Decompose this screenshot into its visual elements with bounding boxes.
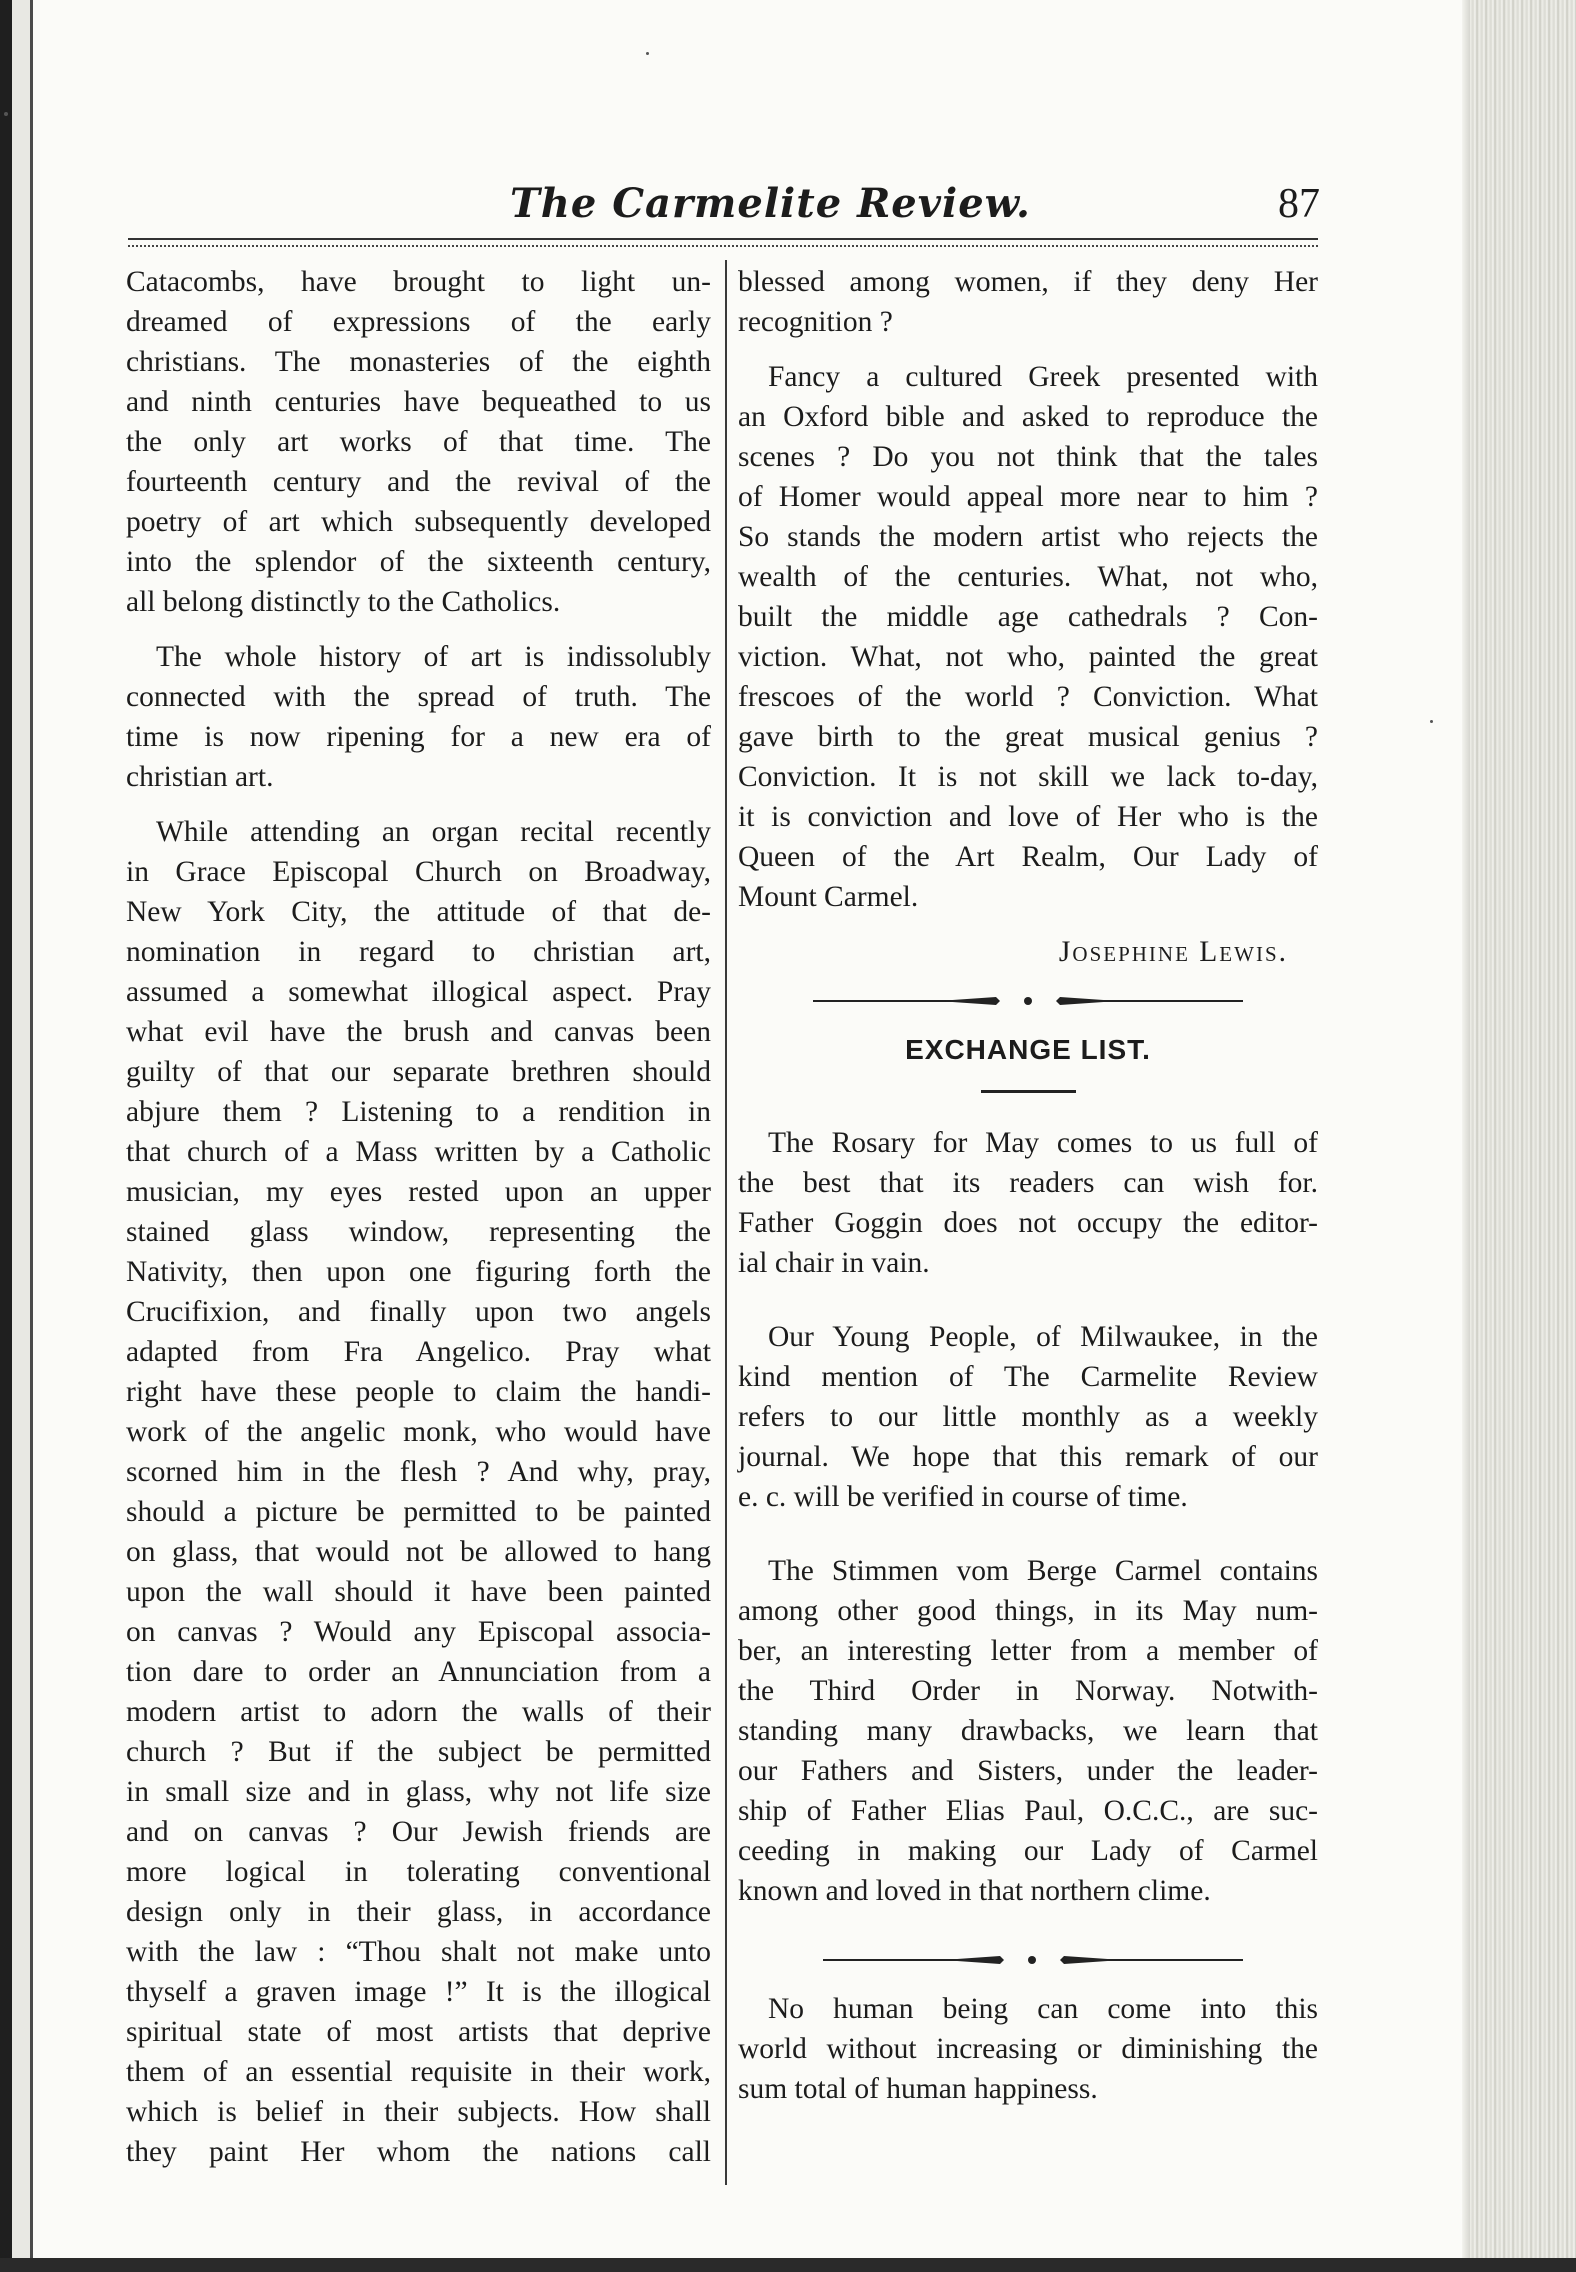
text-line: Fancy a cultured Greek presented with: [768, 361, 1318, 393]
text-line: all belong distinctly to the Catholics.: [126, 586, 561, 618]
text-line: sum total of human happiness.: [738, 2073, 1098, 2105]
text-line: assumed a somewhat illogical aspect. Pray: [126, 976, 711, 1008]
left-column: [126, 262, 711, 2187]
text-line: the Third Order in Norway. Notwith-: [738, 1675, 1318, 1707]
text-line: and ninth centuries have bequeathed to us: [126, 386, 711, 418]
exchange-item: [738, 1123, 1318, 1283]
paragraph: [738, 262, 1318, 342]
text-line: Crucifixion, and finally upon two angels: [126, 1296, 711, 1328]
paragraph: [126, 637, 711, 797]
paragraph: [126, 812, 711, 2172]
text-line: more logical in tolerating conventional: [126, 1856, 711, 1888]
text-line: on canvas ? Would any Episcopal associa-: [126, 1616, 711, 1648]
text-line: in Grace Episcopal Church on Broadway,: [126, 856, 711, 888]
text-line: ship of Father Elias Paul, O.C.C., are suc-: [738, 1795, 1318, 1827]
text-line: wealth of the centuries. What, not who,: [738, 561, 1318, 593]
text-line: The Stimmen vom Berge Carmel contains: [768, 1555, 1318, 1587]
paragraph: [738, 357, 1318, 917]
header-rule: [128, 238, 1318, 240]
text-line: viction. What, not who, painted the great: [738, 641, 1318, 673]
right-column: [738, 262, 1318, 2143]
text-line: should a picture be permitted to be painted: [126, 1496, 711, 1528]
exchange-item: [738, 1317, 1318, 1517]
paragraph: [126, 262, 711, 622]
text-line: world without increasing or diminishing the: [738, 2033, 1318, 2065]
text-line: Father Goggin does not occupy the editor-: [738, 1207, 1318, 1239]
ornament-divider-icon: [738, 986, 1318, 1016]
short-rule: [981, 1090, 1076, 1093]
text-line: poetry of art which subsequently developed: [126, 506, 711, 538]
text-line: recognition ?: [738, 306, 893, 338]
exchange-item: [738, 1551, 1318, 1911]
text-line: blessed among women, if they deny Her: [738, 266, 1318, 298]
scan-speck: [646, 52, 649, 55]
text-line: on glass, that would not be allowed to hang: [126, 1536, 711, 1568]
scan-speck: [4, 112, 8, 116]
bottom-edge: [0, 2258, 1576, 2272]
text-line: modern artist to adorn the walls of their: [126, 1696, 711, 1728]
text-line: connected with the spread of truth. The: [126, 681, 711, 713]
column-divider: [725, 260, 727, 2185]
text-line: Queen of the Art Realm, Our Lady of: [738, 841, 1318, 873]
text-line: dreamed of expressions of the early: [126, 306, 711, 338]
text-line: musician, my eyes rested upon an upper: [126, 1176, 711, 1208]
text-line: they paint Her whom the nations call: [126, 2136, 711, 2168]
book-page-edges: [1470, 0, 1576, 2272]
text-line: and on canvas ? Our Jewish friends are: [126, 1816, 711, 1848]
text-line: design only in their glass, in accordance: [126, 1896, 711, 1928]
text-line: right have these people to claim the handi-: [126, 1376, 711, 1408]
text-line: nomination in regard to christian art,: [126, 936, 711, 968]
text-line: ber, an interesting letter from a member of: [738, 1635, 1318, 1667]
text-line: of Homer would appeal more near to him ?: [738, 481, 1318, 513]
text-line: refers to our little monthly as a weekly: [738, 1401, 1318, 1433]
text-line: ceeding in making our Lady of Carmel: [738, 1835, 1318, 1867]
running-title: The Carmelite Review.: [510, 180, 1031, 227]
closing-paragraph: [738, 1989, 1318, 2109]
text-line: So stands the modern artist who rejects the: [738, 521, 1318, 553]
text-line: ial chair in vain.: [738, 1247, 930, 1279]
text-line: guilty of that our separate brethren should: [126, 1056, 711, 1088]
text-line: Nativity, then upon one figuring forth the: [126, 1256, 711, 1288]
left-binding-line: [30, 0, 33, 2272]
page-header: [130, 180, 1320, 240]
text-line: which is belief in their subjects. How shall: [126, 2096, 711, 2128]
text-line: christian art.: [126, 761, 274, 793]
text-line: work of the angelic monk, who would have: [126, 1416, 711, 1448]
text-line: The Rosary for May comes to us full of: [768, 1127, 1318, 1159]
ornament-divider-icon: [738, 1945, 1318, 1975]
text-line: known and loved in that northern clime.: [738, 1875, 1211, 1907]
header-dotted-rule: [128, 245, 1318, 247]
text-line: christians. The monasteries of the eighth: [126, 346, 711, 378]
text-line: into the splendor of the sixteenth century,: [126, 546, 711, 578]
left-page-edge: [0, 0, 12, 2272]
text-line: adapted from Fra Angelico. Pray what: [126, 1336, 711, 1368]
text-line: New York City, the attitude of that de-: [126, 896, 711, 928]
text-line: spiritual state of most artists that deprive: [126, 2016, 711, 2048]
text-line: upon the wall should it have been painted: [126, 1576, 711, 1608]
text-line: it is conviction and love of Her who is the: [738, 801, 1318, 833]
text-line: While attending an organ recital recently: [156, 816, 711, 848]
text-line: an Oxford bible and asked to reproduce the: [738, 401, 1318, 433]
scan-speck: [1430, 720, 1433, 723]
text-line: frescoes of the world ? Conviction. What: [738, 681, 1318, 713]
text-line: Catacombs, have brought to light un-: [126, 266, 711, 298]
text-line: Mount Carmel.: [738, 881, 919, 913]
text-line: The whole history of art is indissolubly: [156, 641, 711, 673]
text-line: that church of a Mass written by a Catholic: [126, 1136, 711, 1168]
text-line: with the law : “Thou shalt not make unto: [126, 1936, 711, 1968]
text-line: fourteenth century and the revival of the: [126, 466, 711, 498]
page-number: 87: [1278, 181, 1320, 227]
section-heading: EXCHANGE LIST.: [905, 1034, 1151, 1065]
text-line: what evil have the brush and canvas been: [126, 1016, 711, 1048]
left-margin-strip: [12, 0, 30, 2272]
text-line: built the middle age cathedrals ? Con-: [738, 601, 1318, 633]
text-line: journal. We hope that this remark of our: [738, 1441, 1318, 1473]
text-line: Our Young People, of Milwaukee, in the: [768, 1321, 1318, 1353]
text-line: in small size and in glass, why not life size: [126, 1776, 711, 1808]
text-line: time is now ripening for a new era of: [126, 721, 711, 753]
text-line: kind mention of The Carmelite Review: [738, 1361, 1318, 1393]
text-line: gave birth to the great musical genius ?: [738, 721, 1318, 753]
text-line: our Fathers and Sisters, under the leader-: [738, 1755, 1318, 1787]
text-line: tion dare to order an Annunciation from a: [126, 1656, 711, 1688]
text-line: them of an essential requisite in their work,: [126, 2056, 711, 2088]
text-line: among other good things, in its May num-: [738, 1595, 1318, 1627]
text-line: standing many drawbacks, we learn that: [738, 1715, 1318, 1747]
author-signature: Josephine Lewis.: [1058, 936, 1288, 968]
text-line: scorned him in the flesh ? And why, pray,: [126, 1456, 711, 1488]
text-line: the best that its readers can wish for.: [738, 1167, 1318, 1199]
text-line: thyself a graven image !” It is the illogical: [126, 1976, 711, 2008]
text-line: Conviction. It is not skill we lack to-day,: [738, 761, 1318, 793]
text-line: the only art works of that time. The: [126, 426, 711, 458]
text-line: No human being can come into this: [768, 1993, 1318, 2025]
text-line: scenes ? Do you not think that the tales: [738, 441, 1318, 473]
text-line: e. c. will be verified in course of time.: [738, 1481, 1188, 1513]
text-line: stained glass window, representing the: [126, 1216, 711, 1248]
text-line: abjure them ? Listening to a rendition in: [126, 1096, 711, 1128]
text-line: church ? But if the subject be permitted: [126, 1736, 711, 1768]
